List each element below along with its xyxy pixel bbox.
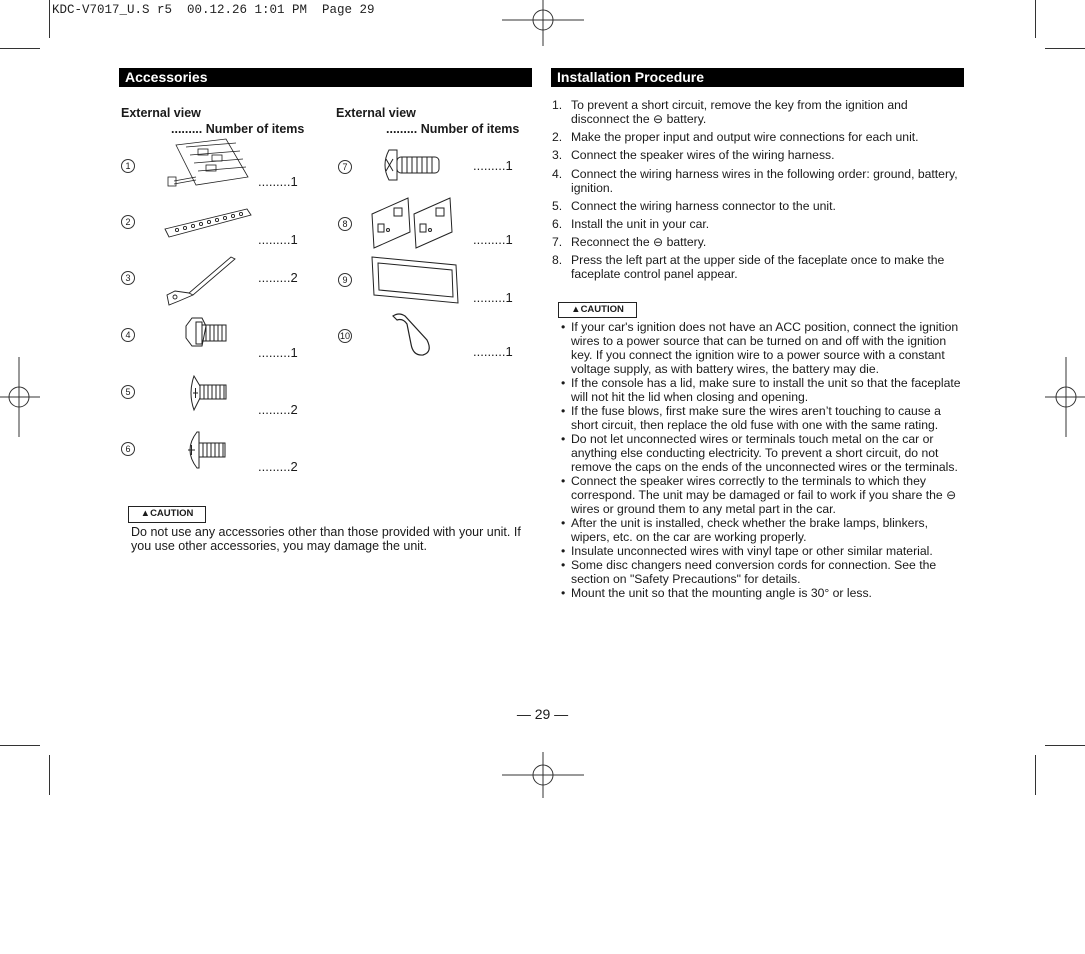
external-view-header: External view — [336, 106, 416, 120]
item-count: .........2 — [258, 270, 298, 285]
item-number: 5 — [121, 385, 135, 399]
metal-strap-icon — [163, 205, 253, 241]
item-count: .........1 — [258, 174, 298, 189]
crop-mark — [1035, 0, 1036, 38]
registration-mark-icon — [502, 0, 584, 46]
list-item: • After the unit is installed, check whether the brake lamps, blinkers, wipers, etc. on the car are working properly. — [561, 516, 963, 544]
hex-screw-icon — [379, 148, 443, 182]
list-item: 6. Install the unit in your car. — [552, 216, 710, 231]
list-item: 8. Press the left part at the upper side of the faceplate once to make the faceplate control panel appear. — [552, 253, 945, 282]
caution-list — [561, 320, 963, 600]
item-count: .........2 — [258, 459, 298, 474]
procedure-steps — [552, 98, 962, 286]
list-item: • If the fuse blows, first make sure the wires aren’t touching to cause a short circuit, then replace the old fuse with one with the same rating. — [561, 404, 963, 432]
registration-mark-icon — [502, 752, 584, 798]
list-item: 3. Connect the speaker wires of the wiring harness. — [552, 148, 835, 163]
list-item: • If your car's ignition does not have an ACC position, connect the ignition wires to a power source that can be turned on and off with the ignition key. If you connect the ignition wire to a power source with a constant voltage supply, as with battery wires, the battery may die. — [561, 320, 963, 376]
list-item: 4. Connect the wiring harness wires in the following order: ground, battery, ignition. — [552, 166, 958, 195]
list-item: • Some disc changers need conversion cords for connection. See the section on "Safety Precautions" for details. — [561, 558, 963, 586]
accessories-title: Accessories — [119, 68, 532, 87]
crop-mark — [49, 0, 50, 38]
item-count: .........1 — [473, 232, 513, 247]
mounting-plates-icon — [370, 196, 456, 250]
crop-mark — [1045, 48, 1085, 49]
item-number: 7 — [338, 160, 352, 174]
crop-mark — [0, 745, 40, 746]
item-number: 4 — [121, 328, 135, 342]
list-item: • Insulate unconnected wires with vinyl tape or other similar material. — [561, 544, 963, 558]
item-count: .........1 — [473, 158, 513, 173]
cord-clip-icon — [389, 310, 435, 358]
accessories-caution-text: Do not use any accessories other than those provided with your unit. If you use other accessories, you may damage the unit. — [131, 525, 521, 553]
list-item: • If the console has a lid, make sure to install the unit so that the faceplate will not hit the lid when closing and opening. — [561, 376, 963, 404]
item-number: 2 — [121, 215, 135, 229]
installation-title: Installation Procedure — [551, 68, 964, 87]
pan-screw-icon — [183, 430, 229, 470]
item-count: .........1 — [473, 344, 513, 359]
list-item: 1. To prevent a short circuit, remove the key from the ignition and disconnect the ⊖ battery. — [552, 98, 908, 126]
item-count: .........1 — [473, 290, 513, 305]
caution-label: ▲CAUTION — [558, 302, 637, 318]
flat-screw-icon — [186, 374, 230, 412]
crop-mark — [1035, 755, 1036, 795]
list-item: 2. Make the proper input and output wire connections for each unit. — [552, 130, 919, 145]
number-of-items-header: ......... Number of items — [171, 122, 305, 136]
registration-mark-icon — [0, 357, 40, 437]
item-count: .........2 — [258, 402, 298, 417]
number-of-items-header: ......... Number of items — [386, 122, 520, 136]
item-count: .........1 — [258, 232, 298, 247]
warning-triangle-icon: ▲ — [571, 304, 581, 315]
list-item: • Do not let unconnected wires or terminals touch metal on the car or anything else conducting electricity. To prevent a short circuit, do not remove the caps on the ends of the unconnected wires or the terminals. — [561, 432, 963, 474]
removal-key-icon — [163, 255, 238, 307]
external-view-header: External view — [121, 106, 201, 120]
list-item: 5. Connect the wiring harness connector to the unit. — [552, 198, 836, 213]
trim-frame-icon — [368, 255, 462, 305]
item-number: 10 — [339, 331, 350, 341]
crop-mark — [1045, 745, 1085, 746]
crop-mark — [0, 48, 40, 49]
item-number: 6 — [121, 442, 135, 456]
item-count: .........1 — [258, 345, 298, 360]
list-item: 7. Reconnect the ⊖ battery. — [552, 235, 707, 250]
list-item: • Connect the speaker wires correctly to the terminals to which they correspond. The unit may be damaged or fail to work if you share the ⊖ wires or ground them to any metal part in the car. — [561, 474, 963, 516]
warning-triangle-icon: ▲ — [140, 508, 151, 519]
registration-mark-icon — [1045, 357, 1085, 437]
print-slug: KDC-V7017_U.S r5 00.12.26 1:01 PM Page 29 — [52, 3, 375, 17]
item-number: 1 — [121, 159, 135, 173]
item-number: 9 — [338, 273, 352, 287]
wiring-harness-icon — [166, 137, 252, 193]
caution-label: ▲CAUTION — [128, 506, 206, 523]
page-number: — 29 — — [516, 706, 569, 722]
item-number: 3 — [121, 271, 135, 285]
item-number: 8 — [338, 217, 352, 231]
hex-bolt-icon — [182, 316, 232, 350]
crop-mark — [49, 755, 50, 795]
list-item: • Mount the unit so that the mounting angle is 30° or less. — [561, 586, 963, 600]
